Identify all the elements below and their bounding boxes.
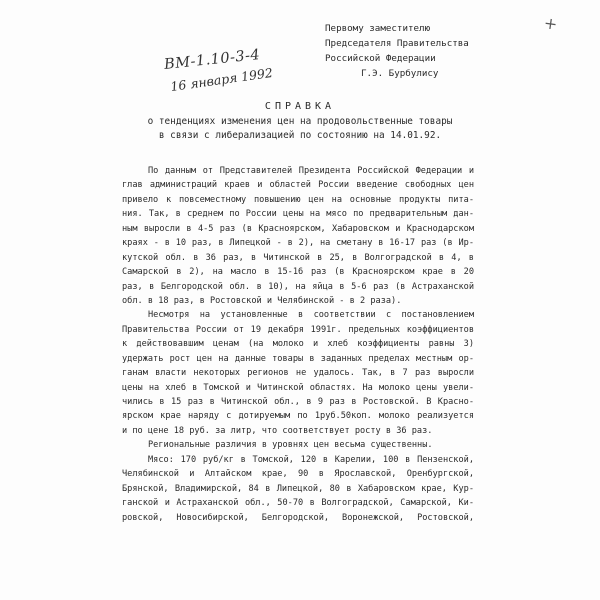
addressee-line: Российской Федерации xyxy=(325,53,436,64)
addressee-name: Г.Э. Бурбулису xyxy=(361,68,439,79)
body-text-line: обл. в 18 раз, в Ростовской и Челябинской - в 2 раза). xyxy=(122,295,402,306)
addressee-block xyxy=(325,21,565,81)
body-text-line: Брянской, Владимирской, 84 в Липецкой, 80 в Хабаровском крае, Кур- xyxy=(122,483,474,494)
handwritten-reference-number: ВМ-1.10-3-4 xyxy=(163,47,262,73)
paragraph-coefficients xyxy=(122,308,474,438)
body-text-line: цены на хлеб в Томской и Читинской областях. На молоко цены увели- xyxy=(122,382,474,393)
body-text-line: раз, в Белгородской обл. в 10), на яйца в 5-6 раз (в Астраханской xyxy=(122,281,474,292)
body-text-line: Самарской в 2), на масло в 15-16 раз (в Красноярском крае в 20 xyxy=(122,267,474,278)
body-text-line: Мясо: 170 руб/кг в Томской, 120 в Карелии, 100 в Пензенской, xyxy=(148,454,474,465)
body-text-line: чились в 15 раз в Читинской обл., в 9 раз в Ростовской. В Красно- xyxy=(122,397,474,407)
paragraph-meat-prices xyxy=(122,453,474,525)
body-text-line: краях - в 10 раз, в Липецкой - в 2), на сметану в 16-17 раз (в Ир- xyxy=(122,238,474,249)
document-body xyxy=(122,164,474,525)
body-text-line: По данным от Представителей Президента Российской Федерации и xyxy=(148,166,474,176)
paragraph-regional-differences xyxy=(122,438,474,452)
body-text-line: ганам власти некоторых регионов не удалось. Так, в 7 раз выросли xyxy=(122,368,474,379)
body-text-line: ровской, Новосибирской, Белгородской, Воронежской, Ростовской, xyxy=(122,512,474,523)
body-text-line: глав администраций краев и областей России введение свободных цен xyxy=(122,180,474,191)
document-title: СПРАВКА xyxy=(264,101,336,112)
body-text-line: Правительства России от 19 декабря 1991г. предельных коэффициентов xyxy=(122,324,474,335)
document-subtitle-line: о тенденциях изменения цен на продовольственные товары xyxy=(147,116,453,127)
addressee-line: Председателя Правительства xyxy=(325,38,469,49)
body-text-line: Челябинской и Алтайском крае, 90 в Ярославской, Оренбургской, xyxy=(122,469,474,480)
body-text-line: ярском крае наряду с дотируемым по 1руб.50коп. молоко реализуется xyxy=(122,411,474,422)
addressee-line: Первому заместителю xyxy=(325,23,431,34)
body-text-line: привело к повсеместному повышению цен на основные продукты пита- xyxy=(122,194,474,205)
body-text-line: Региональные различия в уровнях цен весьма существенны. xyxy=(148,440,433,451)
body-text-line: ным выросли в 4-5 раз (в Красноярском, Хабаровском и Краснодарском xyxy=(122,223,474,234)
handwritten-date: 16 января 1992 xyxy=(169,64,274,95)
document-subtitle-line: в связи с либерализацией по состоянию на 14.01.92. xyxy=(158,130,442,141)
paragraph-prices-overview xyxy=(122,164,474,308)
body-text-line: к действовавшим ценам (на молоко и хлеб коэффициенты равны 3) xyxy=(122,339,474,350)
body-text-line: ния. Так, в среднем по России цены на мясо по предварительным дан- xyxy=(122,209,474,220)
body-text-line: кутской обл. в 36 раз, в Читинской в 25, в Волгоградской в 4, в xyxy=(122,252,474,263)
body-text-line: Несмотря на установленные в соответствии с постановлением xyxy=(148,310,474,321)
body-text-line: ганской и Астраханской обл., 50-70 в Волгоградской, Самарской, Ки- xyxy=(122,498,474,509)
corner-pen-mark: + xyxy=(542,13,559,34)
body-text-line: и по цене 18 руб. за литр, что соответствует росту в 36 раз. xyxy=(122,425,433,436)
document-title-block xyxy=(0,100,600,143)
body-text-line: удержать рост цен на данные товары в заданных пределах местным ор- xyxy=(122,353,474,364)
